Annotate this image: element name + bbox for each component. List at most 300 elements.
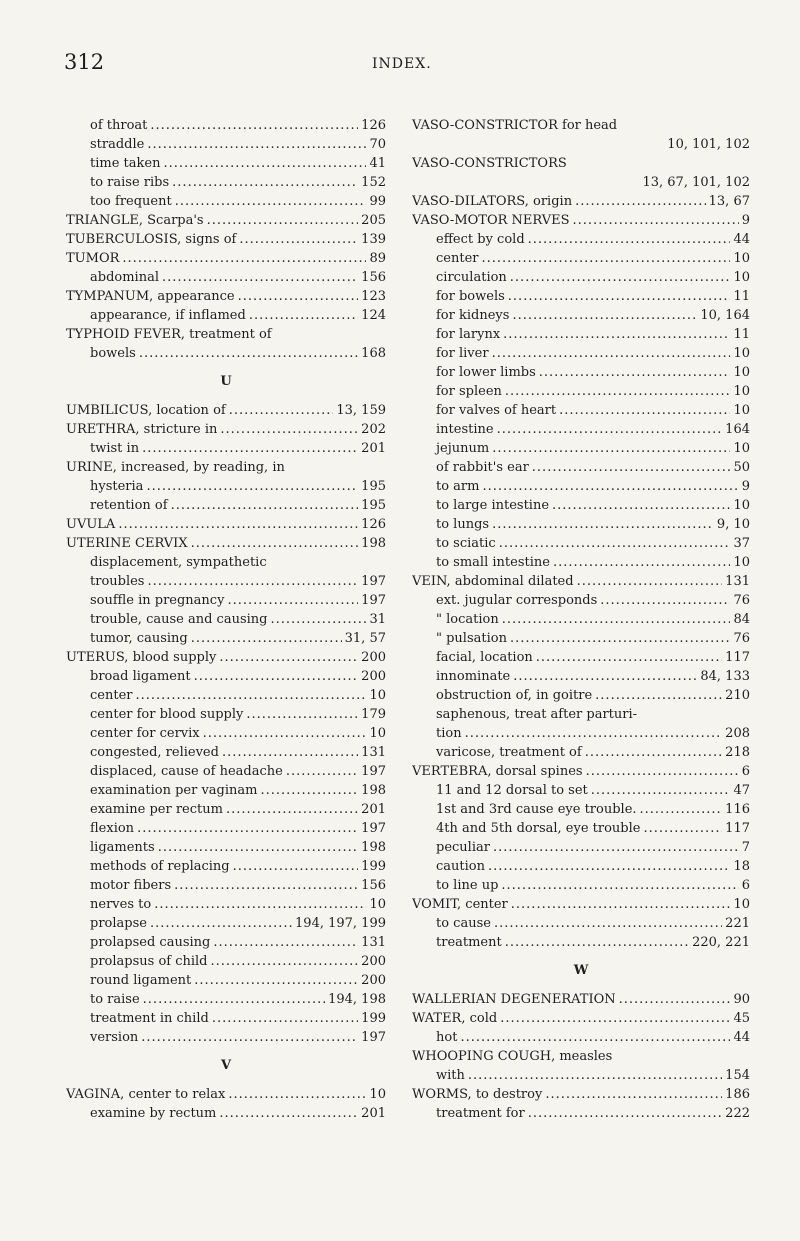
entry-pages: 9, 10	[716, 517, 750, 532]
entry-pages: 47	[733, 783, 750, 798]
entry-pages: 10	[733, 346, 750, 361]
leader-dots	[260, 781, 358, 800]
entry-subterm-wrapped: saphenous, treat after parturi-	[436, 707, 638, 722]
entry-pages: 152	[361, 175, 386, 190]
entry-pages: 76	[733, 593, 750, 608]
leader-dots	[175, 192, 367, 211]
entry-pages: 117	[725, 650, 750, 665]
entry-term: motor fibers	[90, 878, 172, 893]
leader-dots	[545, 1085, 722, 1104]
leader-dots	[233, 857, 359, 876]
index-subentry	[66, 876, 386, 895]
leader-dots	[493, 838, 739, 857]
leader-dots	[503, 325, 730, 344]
entry-pages: 197	[361, 1030, 386, 1045]
entry-continuation: 10, 101, 102	[667, 137, 750, 152]
entry-term: URETHRA, stricture in	[66, 422, 218, 437]
entry-pages: 76	[733, 631, 750, 646]
index-subentry	[412, 610, 750, 629]
entry-term: methods of replacing	[90, 859, 230, 874]
entry-term: to arm	[436, 479, 480, 494]
entry-term: treatment for	[436, 1106, 525, 1121]
entry-subterm-wrapped: displacement, sympathetic	[90, 555, 267, 570]
entry-pages: 10	[369, 897, 386, 912]
entry-term: to raise	[90, 992, 140, 1007]
index-subentry	[412, 876, 750, 895]
section-letter: W	[573, 963, 589, 978]
entry-term: treatment	[436, 935, 502, 950]
entry-term: of rabbit's ear	[436, 460, 529, 475]
entry-term: for kidneys	[436, 308, 510, 323]
entry-term: trouble, cause and causing	[90, 612, 268, 627]
index-subentry	[412, 230, 750, 249]
entry-pages: 37	[733, 536, 750, 551]
entry-term: to cause	[436, 916, 491, 931]
entry-term: examine per rectum	[90, 802, 223, 817]
entry-term: intestine	[436, 422, 494, 437]
index-subentry	[412, 743, 750, 762]
entry-term: for valves of heart	[436, 403, 557, 418]
leader-dots	[239, 230, 358, 249]
leader-dots	[135, 686, 366, 705]
index-subentry	[412, 420, 750, 439]
leader-dots	[203, 724, 367, 743]
leader-dots	[143, 990, 325, 1009]
entry-term: time taken	[90, 156, 161, 171]
entry-term: retention of	[90, 498, 168, 513]
index-subentry	[66, 857, 386, 876]
leader-dots	[510, 268, 731, 287]
entry-continuation: 13, 67, 101, 102	[642, 175, 750, 190]
leader-dots	[500, 1009, 730, 1028]
entry-pages: 198	[361, 840, 386, 855]
leader-dots	[505, 933, 689, 952]
entry-term: bowels	[90, 346, 136, 361]
entry-term: of throat	[90, 118, 148, 133]
entry-term: VOMIT, center	[412, 897, 508, 912]
entry-pages: 18	[733, 859, 750, 874]
index-entry	[412, 895, 750, 914]
leader-dots	[553, 553, 731, 572]
entry-term: examination per vaginam	[90, 783, 258, 798]
entry-pages: 131	[361, 935, 386, 950]
entry-term: prolapsus of child	[90, 954, 208, 969]
entry-pages: 199	[361, 859, 386, 874]
leader-dots	[142, 439, 358, 458]
entry-term: flexion	[90, 821, 135, 836]
leader-dots	[536, 648, 722, 667]
index-entry	[412, 211, 750, 230]
leader-dots	[174, 876, 358, 895]
entry-pages: 117	[725, 821, 750, 836]
entry-term: effect by cold	[436, 232, 525, 247]
entry-term: hot	[436, 1030, 458, 1045]
entry-pages: 198	[361, 536, 386, 551]
leader-dots	[492, 439, 730, 458]
leader-dots	[508, 287, 731, 306]
index-subentry	[66, 705, 386, 724]
entry-pages: 124	[361, 308, 386, 323]
index-subentry	[66, 686, 386, 705]
entry-pages: 99	[369, 194, 386, 209]
leader-dots	[511, 895, 731, 914]
entry-heading-wrapped: VASO-CONSTRICTOR for head	[412, 118, 618, 133]
entry-pages: 197	[361, 764, 386, 779]
entry-pages: 9	[741, 479, 750, 494]
leader-dots	[211, 952, 359, 971]
index-column-right	[412, 116, 750, 1123]
entry-term: displaced, cause of headache	[90, 764, 283, 779]
entry-pages: 6	[741, 878, 750, 893]
entry-term: UTERUS, blood supply	[66, 650, 217, 665]
entry-pages: 13, 67	[708, 194, 750, 209]
index-subentry	[412, 914, 750, 933]
entry-term: VERTEBRA, dorsal spines	[412, 764, 583, 779]
entry-pages: 9	[741, 213, 750, 228]
leader-dots	[586, 762, 739, 781]
page-header	[0, 50, 800, 80]
leader-dots	[219, 1104, 358, 1123]
index-subentry	[412, 724, 750, 743]
index-entry	[66, 515, 386, 534]
entry-term: prolapsed causing	[90, 935, 211, 950]
leader-dots	[207, 211, 359, 230]
entry-pages: 10	[733, 251, 750, 266]
leader-dots	[212, 1009, 358, 1028]
index-subentry	[66, 116, 386, 135]
entry-term: VEIN, abdominal dilated	[412, 574, 574, 589]
entry-term: to raise ribs	[90, 175, 170, 190]
entry-pages: 70	[369, 137, 386, 152]
entry-pages: 131	[725, 574, 750, 589]
entry-pages: 131	[361, 745, 386, 760]
entry-pages: 10	[733, 441, 750, 456]
entry-pages: 154	[725, 1068, 750, 1083]
index-subentry	[66, 762, 386, 781]
leader-dots	[227, 591, 358, 610]
entry-pages: 11	[733, 327, 750, 342]
index-subentry	[412, 838, 750, 857]
index-entry	[412, 762, 750, 781]
entry-pages: 45	[733, 1011, 750, 1026]
leader-dots	[154, 895, 366, 914]
entry-pages: 44	[733, 1030, 750, 1045]
entry-term: for liver	[436, 346, 489, 361]
entry-term: to large intestine	[436, 498, 550, 513]
leader-dots	[460, 1028, 730, 1047]
entry-pages: 11	[733, 289, 750, 304]
entry-term: VASO-DILATORS, origin	[412, 194, 573, 209]
entry-term: TRIANGLE, Scarpa's	[66, 213, 204, 228]
leader-dots	[494, 914, 722, 933]
index-subentry	[66, 496, 386, 515]
entry-term: facial, location	[436, 650, 533, 665]
leader-dots	[497, 420, 723, 439]
entry-term: WORMS, to destroy	[412, 1087, 543, 1102]
entry-term: jejunum	[436, 441, 490, 456]
index-entry	[412, 1085, 750, 1104]
index-entry	[412, 1009, 750, 1028]
entry-term: center	[90, 688, 133, 703]
entry-pages: 10	[733, 384, 750, 399]
entry-pages: 200	[361, 669, 386, 684]
entry-pages: 218	[725, 745, 750, 760]
index-subentry	[66, 268, 386, 287]
index-subentry	[66, 591, 386, 610]
entry-term: to lungs	[436, 517, 490, 532]
index-subentry	[66, 743, 386, 762]
entry-pages: 200	[361, 650, 386, 665]
index-subentry	[66, 154, 386, 173]
entry-pages: 202	[361, 422, 386, 437]
leader-dots	[619, 990, 731, 1009]
leader-dots	[229, 401, 334, 420]
index-subentry	[66, 572, 386, 591]
leader-dots	[219, 648, 358, 667]
leader-dots	[163, 154, 366, 173]
index-entry	[66, 230, 386, 249]
index-subentry	[412, 686, 750, 705]
entry-pages: 89	[369, 251, 386, 266]
entry-term: 1st and 3rd cause eye trouble.	[436, 802, 637, 817]
entry-term: UTERINE CERVIX	[66, 536, 188, 551]
index-subentry	[412, 401, 750, 420]
entry-term: 11 and 12 dorsal to set	[436, 783, 588, 798]
entry-term: nerves to	[90, 897, 152, 912]
entry-term: straddle	[90, 137, 145, 152]
index-subentry	[66, 952, 386, 971]
entry-term: to small intestine	[436, 555, 550, 570]
leader-dots	[528, 1104, 722, 1123]
entry-pages: 84, 133	[700, 669, 750, 684]
entry-pages: 10	[733, 498, 750, 513]
entry-term: twist in	[90, 441, 140, 456]
entry-heading-wrapped: TYPHOID FEVER, treatment of	[66, 327, 272, 342]
index-subentry	[66, 1104, 386, 1123]
entry-term: to sciatic	[436, 536, 496, 551]
leader-dots	[249, 306, 358, 325]
entry-term: TYMPANUM, appearance	[66, 289, 235, 304]
index-subentry	[412, 439, 750, 458]
leader-dots	[286, 762, 358, 781]
leader-dots	[492, 344, 731, 363]
leader-dots	[238, 287, 359, 306]
entry-pages: 199	[361, 1011, 386, 1026]
index-subentry	[66, 800, 386, 819]
index-subentry	[412, 363, 750, 382]
entry-term: for lower limbs	[436, 365, 536, 380]
entry-pages: 201	[361, 441, 386, 456]
leader-dots	[194, 971, 358, 990]
leader-dots	[246, 705, 358, 724]
index-entry	[66, 249, 386, 268]
entry-term: caution	[436, 859, 485, 874]
index-subentry	[412, 591, 750, 610]
index-subentry	[412, 477, 750, 496]
entry-term: to line up	[436, 878, 499, 893]
leader-dots	[510, 629, 730, 648]
index-subentry	[412, 325, 750, 344]
entry-term: WATER, cold	[412, 1011, 498, 1026]
index-entry	[66, 648, 386, 667]
index-entry	[412, 192, 750, 211]
index-subentry	[412, 1104, 750, 1123]
entry-pages: 139	[361, 232, 386, 247]
entry-term: abdominal	[90, 270, 159, 285]
index-entry	[66, 534, 386, 553]
entry-pages: 201	[361, 802, 386, 817]
index-subentry	[66, 819, 386, 838]
entry-pages: 222	[725, 1106, 750, 1121]
entry-pages: 126	[361, 118, 386, 133]
leader-dots	[147, 135, 366, 154]
index-subentry	[412, 306, 750, 325]
index-subentry	[66, 1028, 386, 1047]
entry-term: center for cervix	[90, 726, 200, 741]
index-subentry	[66, 971, 386, 990]
entry-term: ext. jugular corresponds	[436, 593, 598, 608]
entry-term: souffle in pregnancy	[90, 593, 225, 608]
index-subentry	[66, 477, 386, 496]
index-subentry	[412, 268, 750, 287]
entry-term: broad ligament	[90, 669, 191, 684]
leader-dots	[147, 572, 358, 591]
leader-dots	[270, 610, 366, 629]
index-subentry	[66, 895, 386, 914]
entry-term: version	[90, 1030, 139, 1045]
leader-dots	[501, 876, 738, 895]
entry-term: VASO-MOTOR NERVES	[412, 213, 570, 228]
index-subentry	[412, 249, 750, 268]
entry-term: appearance, if inflamed	[90, 308, 246, 323]
entry-pages: 205	[361, 213, 386, 228]
entry-pages: 126	[361, 517, 386, 532]
entry-pages: 10	[733, 365, 750, 380]
leader-dots	[513, 667, 697, 686]
index-subentry	[66, 629, 386, 648]
index-subentry	[66, 667, 386, 686]
leader-dots	[139, 344, 358, 363]
entry-term: TUMOR	[66, 251, 120, 266]
entry-term: tumor, causing	[90, 631, 188, 646]
index-subentry	[412, 382, 750, 401]
entry-pages: 10	[369, 688, 386, 703]
entry-pages: 13, 159	[336, 403, 386, 418]
entry-term: " location	[436, 612, 499, 627]
index-subentry	[412, 1028, 750, 1047]
index-subentry	[66, 1009, 386, 1028]
index-subentry	[412, 933, 750, 952]
entry-term: hysteria	[90, 479, 144, 494]
entry-term: prolapse	[90, 916, 147, 931]
leader-dots	[600, 591, 730, 610]
entry-pages: 10	[733, 555, 750, 570]
entry-pages: 44	[733, 232, 750, 247]
index-subentry	[66, 990, 386, 1009]
leader-dots	[643, 819, 722, 838]
entry-heading-wrapped: VASO-CONSTRICTORS	[412, 156, 567, 171]
leader-dots	[499, 534, 731, 553]
index-subentry	[66, 173, 386, 192]
entry-pages: 10	[733, 897, 750, 912]
entry-pages: 84	[733, 612, 750, 627]
entry-term: too frequent	[90, 194, 172, 209]
entry-pages: 210	[725, 688, 750, 703]
index-subentry	[66, 135, 386, 154]
index-subentry	[412, 515, 750, 534]
entry-pages: 197	[361, 821, 386, 836]
leader-dots	[595, 686, 722, 705]
index-subentry	[412, 800, 750, 819]
entry-term: " pulsation	[436, 631, 507, 646]
entry-term: obstruction of, in goitre	[436, 688, 593, 703]
leader-dots	[137, 819, 358, 838]
leader-dots	[465, 724, 723, 743]
entry-term: center	[436, 251, 479, 266]
entry-pages: 201	[361, 1106, 386, 1121]
entry-term: 4th and 5th dorsal, eye trouble	[436, 821, 641, 836]
index-subentry	[412, 648, 750, 667]
entry-pages: 31	[369, 612, 386, 627]
leader-dots	[141, 1028, 358, 1047]
entry-pages: 186	[725, 1087, 750, 1102]
index-subentry	[412, 667, 750, 686]
index-subentry	[66, 610, 386, 629]
entry-pages: 10	[733, 403, 750, 418]
entry-pages: 221	[725, 916, 750, 931]
leader-dots	[222, 743, 358, 762]
index-subentry	[412, 344, 750, 363]
leader-dots	[150, 914, 292, 933]
leader-dots	[502, 610, 731, 629]
entry-term: troubles	[90, 574, 145, 589]
leader-dots	[191, 534, 359, 553]
entry-term: peculiar	[436, 840, 490, 855]
index-subentry	[412, 629, 750, 648]
leader-dots	[573, 211, 739, 230]
entry-term: for spleen	[436, 384, 502, 399]
leader-dots	[220, 420, 358, 439]
entry-pages: 156	[361, 270, 386, 285]
index-entry	[66, 1085, 386, 1104]
index-entry	[412, 990, 750, 1009]
entry-term: round ligament	[90, 973, 192, 988]
leader-dots	[146, 477, 358, 496]
index-subentry	[412, 857, 750, 876]
entry-pages: 31, 57	[344, 631, 386, 646]
leader-dots	[228, 1085, 366, 1104]
entry-term: innominate	[436, 669, 511, 684]
leader-dots	[512, 306, 697, 325]
index-subentry	[66, 724, 386, 743]
leader-dots	[492, 515, 714, 534]
leader-dots	[528, 230, 731, 249]
index-subentry	[66, 344, 386, 363]
entry-pages: 208	[725, 726, 750, 741]
entry-term: UMBILICUS, location of	[66, 403, 226, 418]
leader-dots	[532, 458, 731, 477]
entry-term: varicose, treatment of	[436, 745, 582, 760]
entry-pages: 116	[725, 802, 750, 817]
index-subentry	[412, 819, 750, 838]
entry-pages: 123	[361, 289, 386, 304]
section-letter: U	[220, 374, 232, 389]
entry-pages: 156	[361, 878, 386, 893]
entry-term: tion	[436, 726, 462, 741]
entry-term: UVULA	[66, 517, 116, 532]
entry-term: TUBERCULOSIS, signs of	[66, 232, 237, 247]
entry-heading-wrapped: URINE, increased, by reading, in	[66, 460, 285, 475]
